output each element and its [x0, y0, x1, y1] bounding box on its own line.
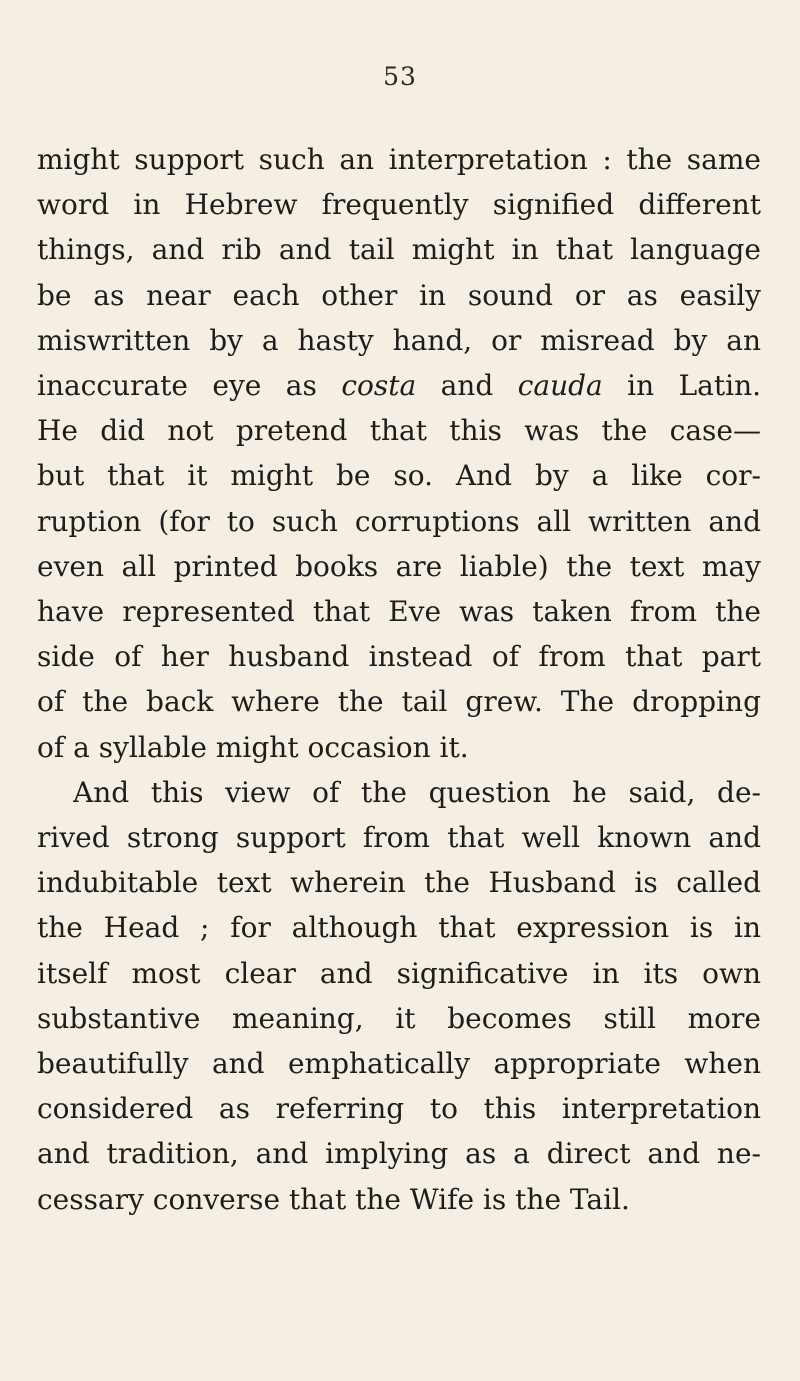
text-segment: cessary converse that the Wife is the Tail.: [37, 1182, 630, 1216]
text-line: [37, 181, 761, 229]
text-segment: He did not pretend that this was the case—: [37, 414, 761, 448]
text-segment: be as near each other in sound or as easily: [37, 278, 761, 312]
text-line: [37, 452, 761, 500]
text-segment: And this view of the question he said, de-: [73, 775, 761, 809]
text-line: [37, 995, 761, 1043]
text-line: [37, 272, 761, 320]
text-segment: of a syllable might occasion it.: [37, 730, 469, 764]
text-segment: itself most clear and significative in its own: [37, 956, 761, 990]
text-line: [37, 317, 761, 365]
text-line: [37, 1176, 761, 1224]
text-line: [37, 498, 761, 546]
text-segment: side of her husband instead of from that part: [37, 640, 761, 674]
text-segment: and: [416, 369, 518, 402]
text-segment: of the back where the tail grew. The dropping: [37, 685, 761, 719]
text-line: [37, 814, 761, 862]
text-line: [37, 588, 761, 636]
text-segment: but that it might be so. And by a like cor-: [37, 459, 761, 493]
text-line: [37, 1085, 761, 1133]
text-line: [37, 1130, 761, 1178]
text-segment: and tradition, and implying as a direct and ne-: [37, 1137, 761, 1171]
text-segment: miswritten by a hasty hand, or misread by an: [37, 323, 761, 357]
text-line: [73, 769, 761, 817]
text-segment: even all printed books are liable) the text may: [37, 549, 761, 583]
text-segment: beautifully and emphatically appropriate when: [37, 1047, 761, 1080]
text-segment: the Head ; for although that expression is in: [37, 911, 761, 945]
text-segment: have represented that Eve was taken from the: [37, 595, 761, 628]
text-line: [37, 724, 761, 772]
text-line: [37, 407, 761, 455]
text-segment: substantive meaning, it becomes still more: [37, 1001, 761, 1035]
text-segment: in Latin.: [602, 369, 761, 402]
text-line: [37, 859, 761, 907]
text-segment: might support such an interpretation : the same: [37, 143, 761, 176]
text-segment: considered as referring to this interpretation: [37, 1092, 761, 1126]
text-line: [37, 950, 761, 998]
text-line: [37, 1040, 761, 1088]
italic-word: cauda: [517, 369, 603, 402]
text-line: [37, 136, 761, 184]
text-segment: word in Hebrew frequently signified different: [37, 188, 761, 222]
text-segment: rived strong support from that well known and: [37, 821, 761, 854]
text-line: [37, 633, 761, 681]
text-segment: things, and rib and tail might in that language: [37, 233, 761, 267]
text-line: [37, 543, 761, 591]
text-line: [37, 678, 761, 726]
text-segment: indubitable text wherein the Husband is called: [37, 866, 761, 900]
text-line: [37, 226, 761, 274]
text-segment: ruption (for to such corruptions all written and: [37, 504, 761, 538]
text-line: [37, 362, 761, 410]
text-line: [37, 904, 761, 952]
italic-word: costa: [341, 369, 417, 402]
text-segment: inaccurate eye as: [37, 369, 342, 402]
page-number: 53: [383, 62, 417, 91]
